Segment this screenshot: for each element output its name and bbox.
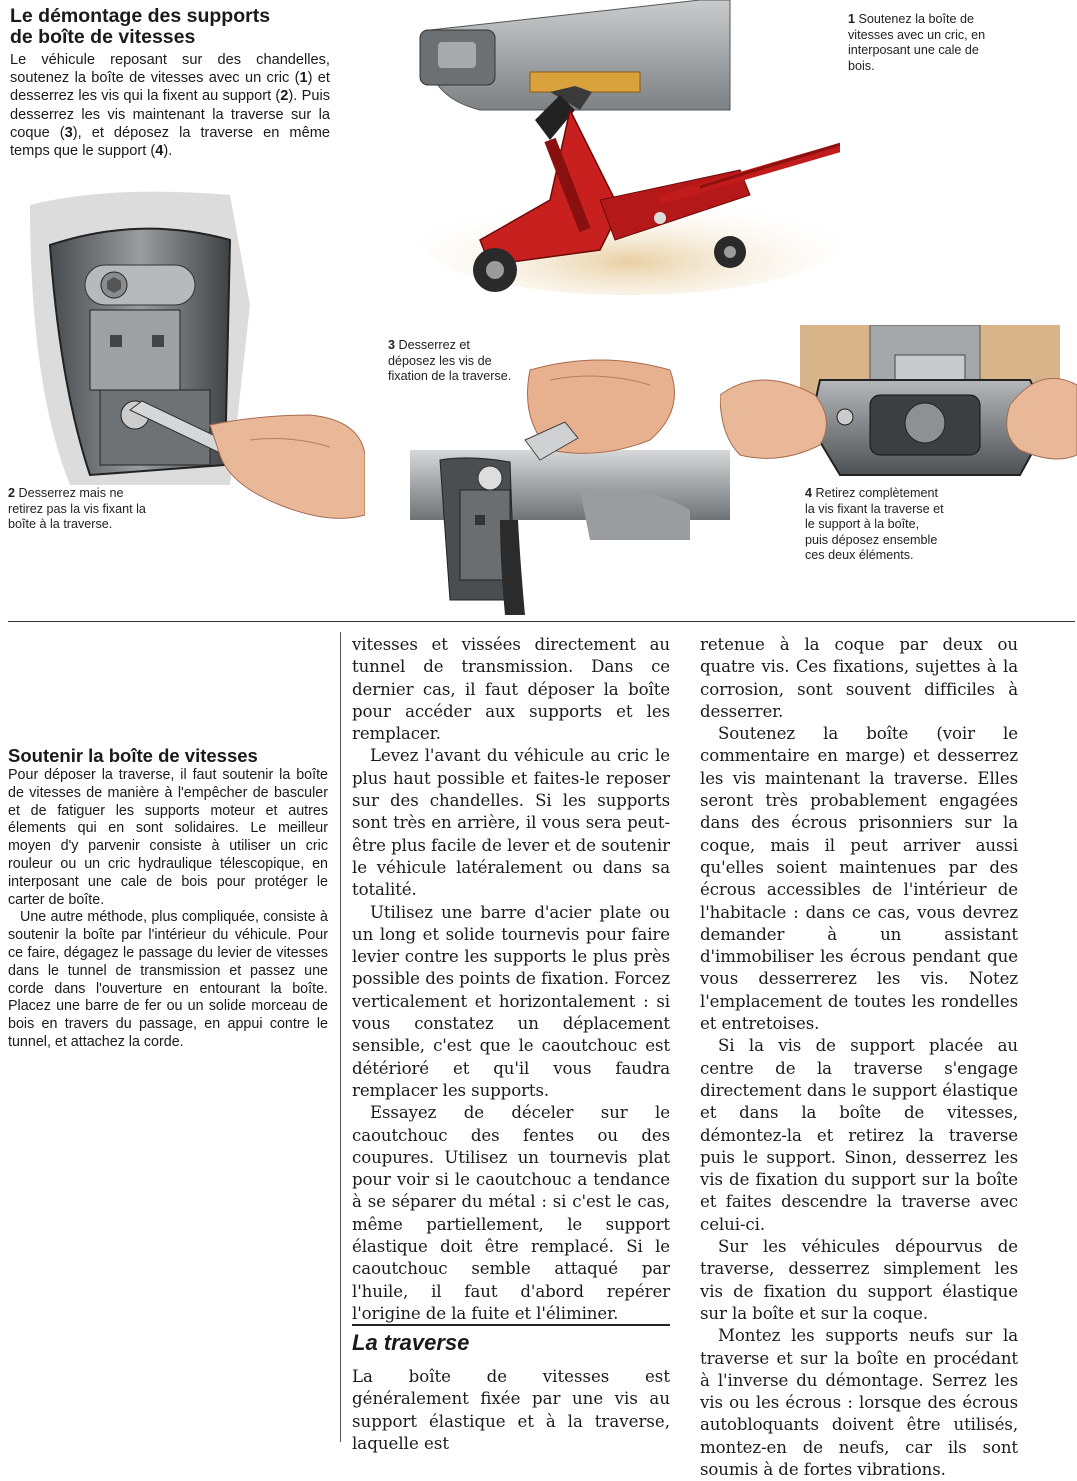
caption-3: 3 Desserrez et déposez les vis de fixation de la traverse. [388, 338, 512, 384]
traverse-paragraph-1: La boîte de vitesses est généralement fixée par une vis au support élastique et à la traverse, laquelle est [352, 1367, 670, 1453]
col3-paragraph-5: Montez les supports neufs sur la traverse et sur la boîte en procédant à l'inverse du démontage. Serrez les vis ou les écrous : lorsque des écrous autobloquants doivent être utilisés, montez-en de neufs, car ils sont soumis à de fortes vibrations. [700, 1326, 1018, 1479]
col2-paragraph-4: Essayez de déceler sur le caoutchouc des fentes ou des coupures. Utilisez un tournevis plat pour voir si le caoutchouc a tendance à se séparer du métal : si c'est le cas, même partiellement, le support élastique doit être remplacé. Si le caoutchouc semble attaqué par l'huile, il faut d'abord repérer l'origine de la fuite et l'éliminer. [352, 1103, 670, 1323]
col3-paragraph-1: retenue à la coque par deux ou quatre vis. Ces fixations, sujettes à la corrosion, sont souvent difficiles à desserrer. [700, 635, 1018, 721]
caption-1: 1 Soutenez la boîte de vitesses avec un cric, en interposant une cale de bois. [848, 12, 986, 73]
intro-text: Le véhicule reposant sur des chandelles, soutenez la boîte de vitesses avec un cric (1) et desserrez les vis qui la fixent au support (2). Puis desserrez les vis maintenant la traverse sur la coque (3), et déposez la traverse en même temps que le support (4). [10, 52, 330, 160]
figure-3-crossmember-bolts [350, 350, 730, 615]
traverse-heading [352, 1324, 670, 1356]
soutenir-title: Soutenir la boîte de vitesses [8, 745, 258, 766]
figure-2-wrench [30, 185, 365, 525]
intro-section [10, 6, 330, 160]
traverse-text [352, 1366, 670, 1455]
horizontal-rule [8, 621, 1075, 622]
col3-paragraph-2: Soutenez la boîte (voir le commentaire en marge) et desserrez les vis maintenant la traverse. Elles seront très probablement engagées dans des écrous prisonniers sur la coque, mais il peut arriver aussi qu'elles soient maintenues par des écrous accessibles de l'intérieur de l'habitacle : dans ce cas, vous devrez demander à un assistant d'immobiliser les écrous pendant que vous desserrerez les vis. Notez l'emplacement de toutes les rondelles et entretoises. [700, 724, 1018, 1034]
jack-illustration [400, 0, 840, 300]
intro-title: Le démontage des supports de boîte de vitesses [10, 5, 271, 48]
figure-4-remove-crossmember [720, 325, 1077, 505]
column-3 [700, 634, 1018, 1481]
crossmember-illustration [350, 350, 730, 615]
caption-2: 2 Desserrez mais ne retirez pas la vis fixant la boîte à la traverse. [8, 486, 146, 532]
col3-paragraph-3: Si la vis de support placée au centre de la traverse s'engage directement dans le support élastique et dans la boîte de vitesses, démontez-la et retirez la traverse puis le support. Sinon, desserrez les vis de fixation du support sur la boîte et faites descendre la traverse avec celui-ci. [700, 1036, 1018, 1234]
col2-paragraph-1: vitesses et vissées directement au tunnel de transmission. Dans ce dernier cas, il faut déposer la boîte pour accéder aux supports et les remplacer. [352, 635, 670, 744]
column-rule [340, 632, 341, 1442]
col3-paragraph-4: Sur les véhicules dépourvus de traverse, desserrez simplement les vis de fixation du support élastique sur la boîte et sur la coque. [700, 1237, 1018, 1323]
caption-4: 4 Retirez complètement la vis fixant la traverse et le support à la boîte, puis déposez ensemble ces deux éléments. [805, 486, 944, 563]
traverse-title: La traverse [352, 1330, 470, 1355]
remove-crossmember-illustration [720, 325, 1077, 505]
col2-paragraph-2: Levez l'avant du véhicule au cric le plus haut possible et faites-le reposer sur des chandelles. Si les supports sont très en arrière, il vous sera peut-être plus facile de lever et de soutenir le véhicule latéralement ou dans sa totalité. [352, 746, 670, 900]
wrench-illustration [30, 185, 365, 525]
col2-paragraph-3: Utilisez une barre d'acier plate ou un long et solide tournevis pour faire levier contre les supports le plus près possible des points de fixation. Forcez verticalement et horizontalement : si vous constatez un déplacement sensible, c'est que le caoutchouc est détérioré et qu'il vous faudra remplacer les supports. [352, 902, 670, 1100]
figure-1-jack [400, 0, 840, 300]
soutenir-paragraph-2: Une autre méthode, plus compliquée, consiste à soutenir la boîte par l'intérieur du véhicule. Pour ce faire, dégagez le passage du levier de vitesses dans le tunnel de transmission et passez une corde dans l'ouverture en entourant la boîte. Placez une barre de fer ou un solide morceau de bois en travers du passage, en appui contre le tunnel, et attachez la corde. [8, 909, 328, 1050]
soutenir-paragraph-1: Pour déposer la traverse, il faut soutenir la boîte de vitesses de manière à l'empêcher de basculer et de fatiguer les supports moteur et autres élements qui en sont solidaires. Le meilleur moyen d'y parvenir consiste à utiliser un cric rouleur ou un cric hydraulique télescopique, en interposant une cale de bois pour protéger le carter de boîte. [8, 767, 328, 908]
column-2 [352, 634, 670, 1325]
soutenir-section [8, 745, 328, 1052]
